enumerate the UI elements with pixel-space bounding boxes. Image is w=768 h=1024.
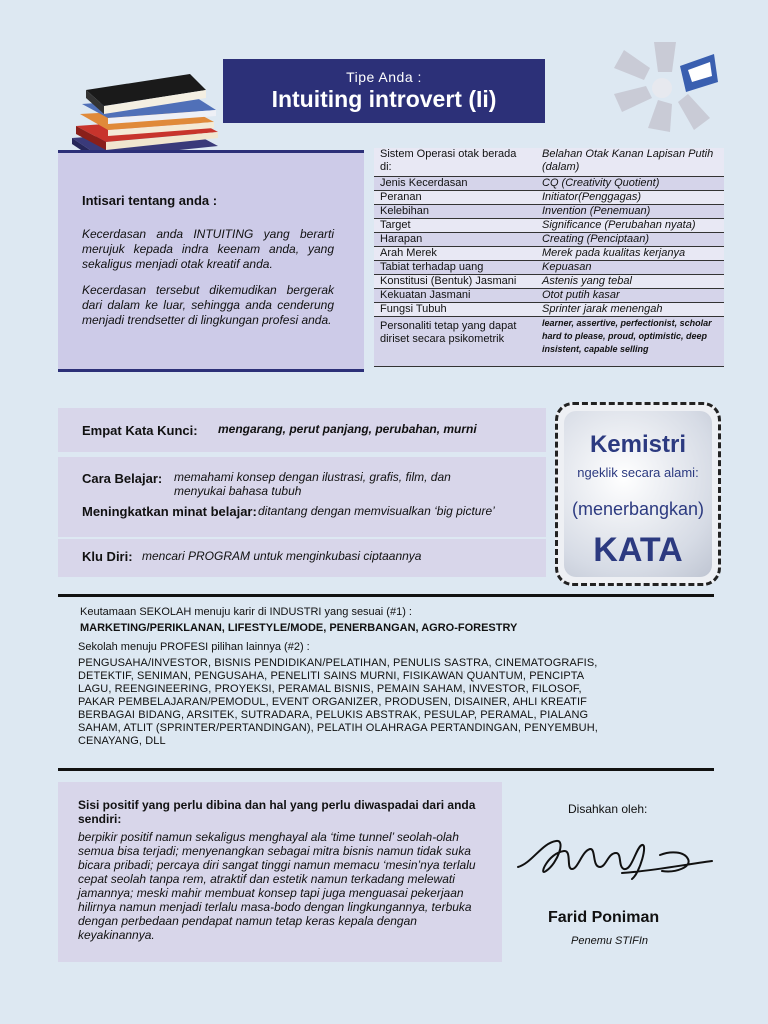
info-key: Konstitusi (Bentuk) Jasmani: [374, 275, 536, 289]
info-value: CQ (Creativity Quotient): [536, 177, 724, 191]
info-row: [374, 247, 724, 261]
info-value: Merek pada kualitas kerjanya: [536, 247, 724, 261]
industry-intro: Keutamaan SEKOLAH menuju karir di INDUSTRI yang sesuai (#1) :: [80, 606, 412, 618]
keywords-value: mengarang, perut panjang, perubahan, murni: [218, 422, 477, 436]
type-title-box: [223, 59, 545, 123]
approved-by-label: Disahkan oleh:: [568, 802, 648, 816]
info-value: Astenis yang tebal: [536, 275, 724, 289]
info-key: Tabiat terhadap uang: [374, 261, 536, 275]
clue-label: Klu Diri:: [82, 549, 133, 564]
info-value: Significance (Perubahan nyata): [536, 219, 724, 233]
kemistri-title: Kemistri: [589, 431, 687, 458]
intisari-paragraph-1: Kecerdasan anda INTUITING yang berarti merujuk kepada indra keenam anda, yang sekaligus menjadi otak kreatif anda.: [82, 227, 334, 271]
signature-image: [512, 833, 724, 889]
info-key: Arah Merek: [374, 247, 536, 261]
info-value: learner, assertive, perfectionist, scholar hard to please, proud, optimistic, deep insistent, capable selling: [536, 317, 724, 367]
stifin-logo-icon: [614, 42, 726, 132]
intisari-heading: Intisari tentang anda :: [82, 193, 218, 208]
kemistri-badge: [555, 402, 721, 586]
type-title: Intuiting introvert (Ii): [271, 86, 497, 112]
info-value: Kepuasan: [536, 261, 724, 275]
positive-side-panel: [58, 782, 502, 962]
info-value: Sprinter jarak menengah: [536, 303, 724, 317]
info-row: [374, 191, 724, 205]
type-subtitle: Tipe Anda :: [346, 69, 422, 85]
info-value: Belahan Otak Kanan Lapisan Putih (dalam): [536, 148, 724, 177]
kemistri-word: KATA: [593, 531, 683, 569]
profession-intro: Sekolah menuju PROFESI pilihan lainnya (#2) :: [78, 641, 310, 653]
info-row: [374, 177, 724, 191]
info-value: Invention (Penemuan): [536, 205, 724, 219]
info-key: Sistem Operasi otak berada di:: [374, 148, 536, 177]
signer-role: Penemu STIFIn: [571, 935, 649, 947]
clue-value: mencari PROGRAM untuk menginkubasi ciptaannya: [142, 549, 422, 563]
profession-list: PENGUSAHA/INVESTOR, BISNIS PENDIDIKAN/PELATIHAN, PENULIS SASTRA, CINEMATOGRAFIS, DETEKTIF, SENIMAN, PENGUSAHA, PENELITI SAINS MURNI, FISIKAWAN QUANTUM, PENCIPTA LAGU, REENGINEERING, PROYEKSI, PERAMAL BISNIS, PEMAIN SAHAM, INVESTOR, FILOSOF, PAKAR PEMBELAJARAN/PEMODUL, EVENT ORGANIZER, PRODUSEN, DISAINER, AHLI KREATIF BERBAGAI BIDANG, ARSITEK, SUTRADARA, PELUKIS ABSTRAK, PESULAP, PERAMAL, PIALANG SAHAM, ATLIT (SPRINTER/PERTANDINGAN), PELATIH OLAHRAGA PERTANDINGAN, PENYEMBUH, CENAYANG, DLL: [78, 657, 598, 747]
divider-bottom: [58, 768, 714, 771]
signer-name: Farid Poniman: [548, 909, 660, 926]
info-key: Kekuatan Jasmani: [374, 289, 536, 303]
kemistri-background: [564, 411, 712, 577]
keywords-label: Empat Kata Kunci:: [82, 423, 198, 438]
learning-style-value: memahami konsep dengan ilustrasi, grafis, film, dan menyukai bahasa tubuh: [174, 470, 451, 498]
info-row: [374, 303, 724, 317]
info-key: Fungsi Tubuh: [374, 303, 536, 317]
info-row: [374, 233, 724, 247]
interest-label: Meningkatkan minat belajar:: [82, 504, 257, 519]
clue-row: [58, 539, 546, 577]
info-row: [374, 205, 724, 219]
intisari-panel: [58, 150, 364, 372]
info-row: [374, 317, 724, 367]
info-key: Target: [374, 219, 536, 233]
interest-value: ditantang dengan memvisualkan ‘big picture’: [258, 504, 495, 518]
info-row: [374, 148, 724, 177]
industry-list: MARKETING/PERIKLANAN, LIFESTYLE/MODE, PENERBANGAN, AGRO-FORESTRY: [80, 622, 518, 634]
info-key: Harapan: [374, 233, 536, 247]
info-key: Peranan: [374, 191, 536, 205]
learning-row: [58, 457, 546, 537]
intisari-paragraph-2: Kecerdasan tersebut dikemudikan bergerak dari dalam ke luar, sehingga anda cenderung menjadi trendsetter di lingkungan profesi anda.: [82, 283, 334, 327]
info-key: Kelebihan: [374, 205, 536, 219]
divider-top: [58, 594, 714, 597]
positive-side-heading: Sisi positif yang perlu dibina dan hal yang perlu diwaspadai dari anda sendiri:: [78, 798, 476, 826]
kemistri-verb: (menerbangkan): [571, 499, 705, 519]
info-row: [374, 219, 724, 233]
profile-info-table: [374, 148, 724, 367]
info-value: Initiator(Penggagas): [536, 191, 724, 205]
info-key: Personaliti tetap yang dapat diriset secara psikometrik: [374, 317, 536, 367]
info-row: [374, 261, 724, 275]
kemistri-subtitle: ngeklik secara alami:: [577, 465, 699, 480]
info-key: Jenis Kecerdasan: [374, 177, 536, 191]
positive-side-text: berpikir positif namun sekaligus menghayal ala ‘time tunnel’ seolah-olah semua bisa terjadi; menyenangkan sebagai mitra bisnis namun tidak suka bicara pribadi; percaya diri sangat tinggi namun memacu ‘mesin’nya terlalu cepat seolah tanpa rem, atraktif dan estetik namun terkadang melewati jamannya; meski mahir membuat konsep tapi juga menguasai pekerjaan hilirnya namun menjadi terlalu masa-bodo dengan lingkungannya, terbuka dengan perbedaan pendapat namun tetap keras kepala dengan keyakinannya.: [78, 830, 476, 942]
info-row: [374, 289, 724, 303]
learning-style-label: Cara Belajar:: [82, 471, 163, 486]
info-value: Otot putih kasar: [536, 289, 724, 303]
info-value: Creating (Penciptaan): [536, 233, 724, 247]
keywords-row: [58, 408, 546, 452]
info-row: [374, 275, 724, 289]
